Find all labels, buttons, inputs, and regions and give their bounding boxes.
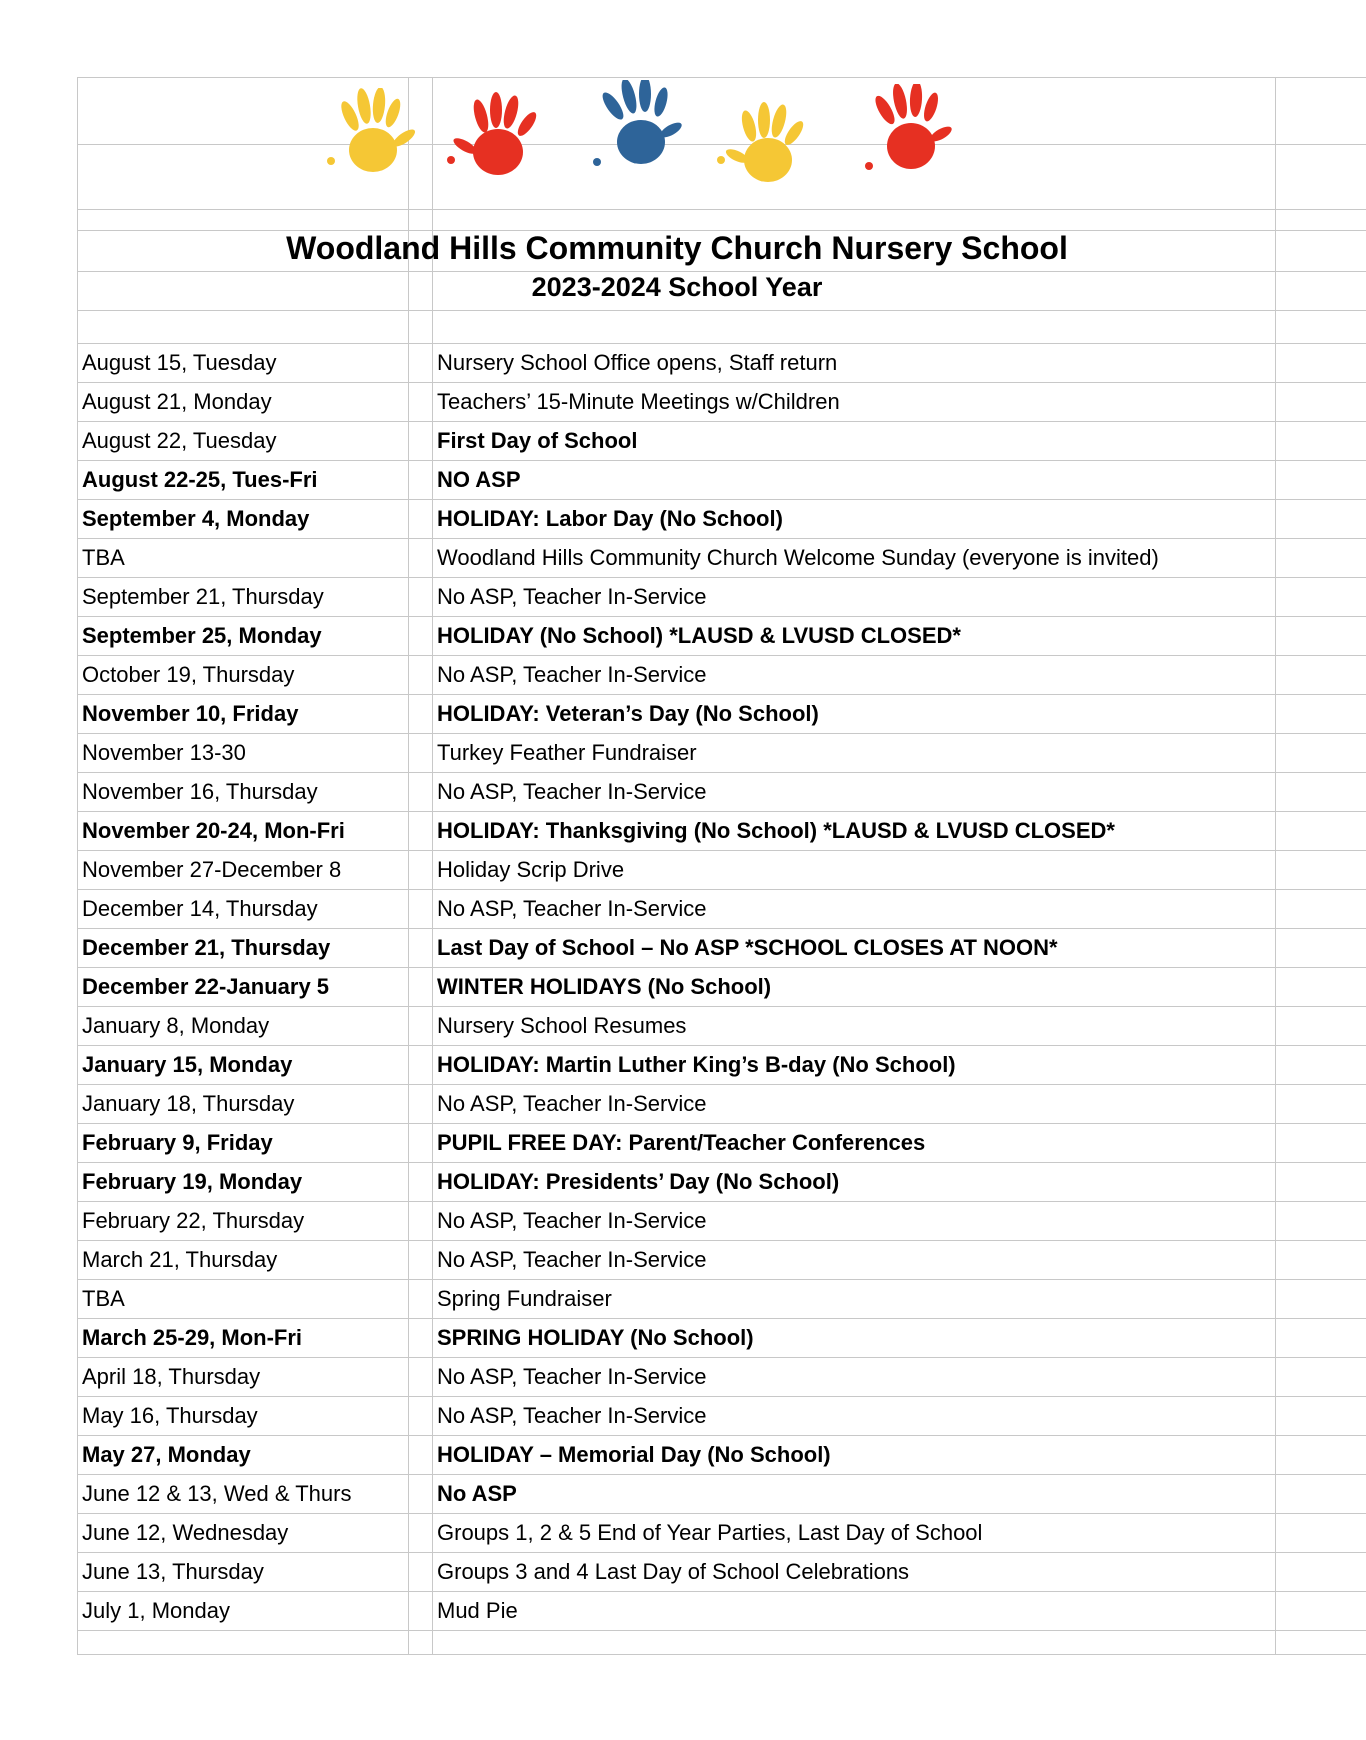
table-row: [78, 694, 1366, 733]
grid-row-line: [78, 1006, 1366, 1007]
table-row: [78, 1435, 1366, 1474]
grid-row-line: [78, 1591, 1366, 1592]
event-description: NO ASP: [437, 467, 521, 492]
event-description: No ASP, Teacher In-Service: [437, 779, 707, 804]
page-title: Woodland Hills Community Church Nursery School: [286, 230, 1068, 266]
event-date: November 20-24, Mon-Fri: [82, 818, 345, 843]
red-handprint-icon: [443, 88, 553, 188]
event-date: TBA: [82, 545, 125, 570]
table-row: [78, 1045, 1366, 1084]
table-row: [78, 343, 1366, 382]
event-description: WINTER HOLIDAYS (No School): [437, 974, 772, 999]
grid-row-line: [78, 1654, 1366, 1655]
school-year-subtitle: 2023-2024 School Year: [531, 272, 823, 302]
table-row: [78, 577, 1366, 616]
event-date: May 27, Monday: [82, 1442, 251, 1467]
table-row: [78, 1279, 1366, 1318]
table-row: [78, 1396, 1366, 1435]
event-description: No ASP, Teacher In-Service: [437, 896, 707, 921]
table-row: [78, 1591, 1366, 1630]
grid-row-line: [78, 421, 1366, 422]
event-date: August 22-25, Tues-Fri: [82, 467, 318, 492]
grid-row-line: [78, 928, 1366, 929]
table-row: [78, 1084, 1366, 1123]
grid-row-line: [78, 616, 1366, 617]
grid-row-line: [78, 1240, 1366, 1241]
table-row: [78, 460, 1366, 499]
event-date: June 12 & 13, Wed & Thurs: [82, 1481, 352, 1506]
handprint-banner: [78, 78, 1366, 218]
event-date: April 18, Thursday: [82, 1364, 261, 1389]
event-date: February 19, Monday: [82, 1169, 303, 1194]
event-description: First Day of School: [437, 428, 638, 453]
table-row: [78, 382, 1366, 421]
yellow-handprint-icon: [318, 88, 418, 188]
event-description: No ASP, Teacher In-Service: [437, 584, 707, 609]
table-row: [78, 772, 1366, 811]
grid-row-line: [78, 733, 1366, 734]
table-row: [78, 889, 1366, 928]
event-date: August 22, Tuesday: [82, 428, 277, 453]
grid-row-line: [78, 655, 1366, 656]
event-description: Spring Fundraiser: [437, 1286, 612, 1311]
event-description: PUPIL FREE DAY: Parent/Teacher Conferences: [437, 1130, 926, 1155]
event-date: November 16, Thursday: [82, 779, 318, 804]
event-description: HOLIDAY – Memorial Day (No School): [437, 1442, 831, 1467]
table-row: [78, 1474, 1366, 1513]
table-row: [78, 928, 1366, 967]
event-date: November 27-December 8: [82, 857, 342, 882]
table-row: [78, 421, 1366, 460]
grid-row-line: [78, 1045, 1366, 1046]
event-description: Last Day of School – No ASP *SCHOOL CLOSES AT NOON*: [437, 935, 1058, 960]
table-row: [78, 499, 1366, 538]
grid-row-line: [78, 1435, 1366, 1436]
grid-row-line: [78, 1084, 1366, 1085]
grid-row-line: [78, 967, 1366, 968]
event-description: SPRING HOLIDAY (No School): [437, 1325, 754, 1350]
grid-row-line: [78, 1279, 1366, 1280]
event-date: July 1, Monday: [82, 1598, 230, 1623]
event-date: March 21, Thursday: [82, 1247, 278, 1272]
grid-row-line: [78, 1318, 1366, 1319]
grid-row-line: [78, 499, 1366, 500]
grid-row-line: [78, 1123, 1366, 1124]
event-description: Groups 1, 2 & 5 End of Year Parties, Last Day of School: [437, 1520, 983, 1545]
event-description: Nursery School Resumes: [437, 1013, 687, 1038]
event-date: May 16, Thursday: [82, 1403, 258, 1428]
table-row: [78, 733, 1366, 772]
event-description: Groups 3 and 4 Last Day of School Celebrations: [437, 1559, 910, 1584]
grid-row-line: [78, 1357, 1366, 1358]
table-row: [78, 811, 1366, 850]
event-date: September 25, Monday: [82, 623, 322, 648]
event-description: Nursery School Office opens, Staff return: [437, 350, 838, 375]
grid-row-line: [78, 310, 1366, 311]
event-date: August 15, Tuesday: [82, 350, 277, 375]
event-date: December 21, Thursday: [82, 935, 331, 960]
grid-row-line: [78, 1513, 1366, 1514]
event-description: Turkey Feather Fundraiser: [437, 740, 697, 765]
grid-row-line: [78, 850, 1366, 851]
grid-row-line: [78, 1630, 1366, 1631]
event-description: No ASP, Teacher In-Service: [437, 1091, 707, 1116]
event-description: No ASP, Teacher In-Service: [437, 1247, 707, 1272]
grid-row-line: [78, 538, 1366, 539]
grid-row-line: [78, 460, 1366, 461]
table-row: [78, 1123, 1366, 1162]
table-row: [78, 1240, 1366, 1279]
event-date: TBA: [82, 1286, 125, 1311]
grid-row-line: [78, 577, 1366, 578]
event-description: HOLIDAY: Thanksgiving (No School) *LAUSD & LVUSD CLOSED*: [437, 818, 1115, 843]
table-row: [78, 655, 1366, 694]
event-date: October 19, Thursday: [82, 662, 295, 687]
event-date: January 8, Monday: [82, 1013, 270, 1038]
grid-row-line: [78, 382, 1366, 383]
table-row: [78, 1201, 1366, 1240]
event-date: November 10, Friday: [82, 701, 299, 726]
grid-row-line: [78, 694, 1366, 695]
table-row: [78, 1513, 1366, 1552]
event-description: HOLIDAY: Martin Luther King’s B-day (No School): [437, 1052, 956, 1077]
grid-row-line: [78, 1552, 1366, 1553]
event-description: No ASP, Teacher In-Service: [437, 1364, 707, 1389]
event-date: February 22, Thursday: [82, 1208, 305, 1233]
yellow-handprint-icon: [713, 98, 823, 198]
table-row: [78, 1357, 1366, 1396]
event-description: Teachers’ 15-Minute Meetings w/Children: [437, 389, 840, 414]
grid-row-line: [78, 1162, 1366, 1163]
event-date: December 14, Thursday: [82, 896, 318, 921]
schedule-sheet: [77, 77, 1366, 1655]
event-description: HOLIDAY: Veteran’s Day (No School): [437, 701, 819, 726]
grid-row-line: [78, 811, 1366, 812]
event-date: September 21, Thursday: [82, 584, 324, 609]
table-row: [78, 1006, 1366, 1045]
event-description: HOLIDAY (No School) *LAUSD & LVUSD CLOSED*: [437, 623, 961, 648]
event-date: January 18, Thursday: [82, 1091, 295, 1116]
event-date: February 9, Friday: [82, 1130, 273, 1155]
event-date: September 4, Monday: [82, 506, 310, 531]
event-date: June 13, Thursday: [82, 1559, 264, 1584]
red-handprint-icon: [853, 84, 963, 184]
grid-row-line: [78, 1396, 1366, 1397]
grid-row-line: [78, 1201, 1366, 1202]
grid-row-line: [78, 889, 1366, 890]
table-row: [78, 1162, 1366, 1201]
blue-handprint-icon: [583, 80, 693, 180]
event-date: November 13-30: [82, 740, 246, 765]
table-row: [78, 616, 1366, 655]
grid-row-line: [78, 1474, 1366, 1475]
event-description: HOLIDAY: Presidents’ Day (No School): [437, 1169, 840, 1194]
table-row: [78, 850, 1366, 889]
event-description: No ASP, Teacher In-Service: [437, 1403, 707, 1428]
event-description: No ASP, Teacher In-Service: [437, 1208, 707, 1233]
event-date: August 21, Monday: [82, 389, 272, 414]
grid-row-line: [78, 772, 1366, 773]
table-row: [78, 1318, 1366, 1357]
event-description: HOLIDAY: Labor Day (No School): [437, 506, 783, 531]
event-date: January 15, Monday: [82, 1052, 293, 1077]
event-description: No ASP: [437, 1481, 517, 1506]
event-date: March 25-29, Mon-Fri: [82, 1325, 303, 1350]
table-row: [78, 538, 1366, 577]
event-description: Mud Pie: [437, 1598, 518, 1623]
event-description: No ASP, Teacher In-Service: [437, 662, 707, 687]
event-date: June 12, Wednesday: [82, 1520, 289, 1545]
event-description: Woodland Hills Community Church Welcome Sunday (everyone is invited): [437, 545, 1159, 570]
event-date: December 22-January 5: [82, 974, 330, 999]
event-description: Holiday Scrip Drive: [437, 857, 625, 882]
table-row: [78, 1552, 1366, 1591]
table-row: [78, 967, 1366, 1006]
